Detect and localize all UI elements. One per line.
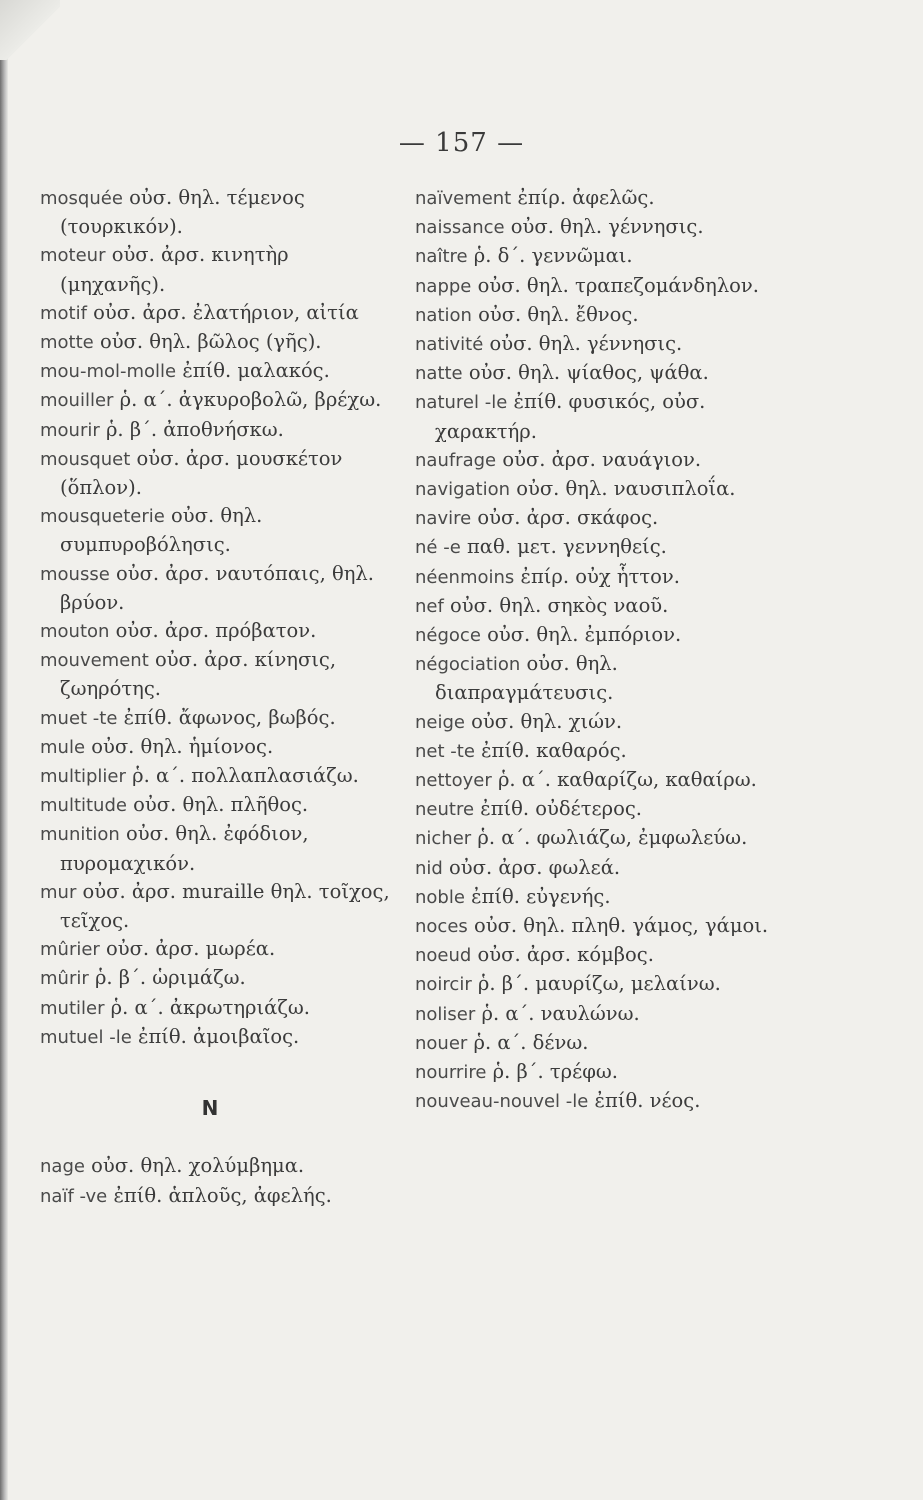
entry-headword: nativité (415, 334, 484, 356)
entry-gloss: οὐσ. ἀρσ. κόμβος. (471, 943, 654, 967)
dictionary-entry (40, 386, 400, 415)
dictionary-entry (415, 766, 770, 795)
entry-headword: mur (40, 881, 77, 903)
entry-headword: muet -te (40, 707, 118, 729)
entry-gloss: οὐσ. θηλ. πλῆθος. (126, 793, 309, 817)
entry-headword: neutre (415, 799, 475, 821)
entry-gloss: ἐπίρ. οὐχ ἧττον. (514, 564, 680, 588)
entry-gloss: οὐσ. θηλ. τραπεζομάνδηλον. (471, 273, 759, 297)
entry-gloss: ῥ. β΄. μαυρίζω, μελαίνω. (471, 972, 721, 996)
dictionary-entry (40, 241, 400, 298)
entry-headword: négociation (415, 654, 521, 676)
entry-gloss: ἐπίθ. μαλακός. (176, 359, 330, 383)
entry-gloss: οὐσ. θηλ. ἐμπόριον. (480, 623, 682, 647)
binding-shadow (0, 0, 8, 1500)
entry-gloss: ῥ. β΄. τρέφω. (486, 1060, 618, 1084)
dictionary-entry (415, 563, 770, 592)
entry-headword: multitude (40, 795, 127, 817)
entry-gloss: οὐσ. θηλ. ψίαθος, ψάθα. (462, 361, 709, 385)
entry-gloss: οὐσ. θηλ. γέννησις. (483, 332, 683, 356)
dictionary-entry (40, 184, 400, 241)
entry-headword: natte (415, 363, 463, 385)
entry-headword: nourrire (415, 1062, 487, 1084)
entry-headword: nappe (415, 275, 472, 297)
entry-headword: nid (415, 857, 443, 879)
entry-gloss: οὐσ. θηλ. ἡμίονος. (85, 734, 274, 758)
entry-gloss: οὐσ. ἀρσ. muraille θηλ. τοῖχος, τεῖχος. (60, 879, 390, 933)
entry-headword: noircir (415, 974, 472, 996)
entry-gloss: οὐσ. θηλ. χιών. (464, 709, 623, 733)
entry-headword: noces (415, 916, 468, 938)
entry-gloss: ἐπίθ. εὐγενής. (464, 884, 611, 908)
entry-headword: nouveau-nouvel -le (415, 1091, 589, 1113)
left-entries-m (40, 184, 400, 1052)
page-number: — 157 — (398, 128, 525, 158)
entry-headword: nage (40, 1156, 85, 1178)
dictionary-entry (415, 272, 770, 301)
dictionary-entry (415, 708, 770, 737)
entry-gloss: οὐσ. θηλ. χολύμβημα. (84, 1154, 305, 1178)
entry-headword: mouvement (40, 650, 149, 672)
entry-headword: naître (415, 246, 468, 268)
entry-headword: neige (415, 711, 465, 733)
section-letter: N (201, 1096, 219, 1121)
entry-headword: moteur (40, 245, 106, 267)
dictionary-entry (40, 733, 400, 762)
left-entries-n (40, 1152, 400, 1210)
entry-gloss: ῥ. α΄. δένω. (467, 1030, 589, 1054)
dictionary-entry (415, 213, 770, 242)
entry-headword: mûrir (40, 968, 89, 990)
dictionary-entry (40, 502, 400, 559)
entry-gloss: ῥ. α΄. πολλαπλασιάζω. (125, 764, 359, 788)
entry-gloss: ῥ. α΄. φωλιάζω, ἐμφωλεύω. (471, 826, 748, 850)
entry-gloss: οὐσ. θηλ. τέμενος (τουρκικόν). (60, 186, 305, 239)
left-column (40, 184, 400, 1211)
entry-gloss: οὐσ. θηλ. συμπυροβόλησις. (60, 504, 263, 557)
entry-headword: né -e (415, 537, 461, 559)
entry-gloss: οὐσ. ἀρσ. ναυτόπαις, θηλ. βρύον. (60, 561, 374, 614)
entry-gloss: οὐσ. θηλ. ναυσιπλοΐα. (510, 477, 736, 501)
entry-gloss: οὐσ. θηλ. ἔθνος. (471, 302, 639, 326)
dictionary-entry (415, 795, 770, 824)
entry-gloss: οὐσ. ἀρσ. πρόβατον. (109, 619, 317, 643)
entry-gloss: οὐσ. θηλ. γέννησις. (504, 215, 704, 239)
right-entries (415, 184, 770, 1117)
entry-gloss: οὐσ. ἀρσ. κίνησις, ζωηρότης. (60, 648, 337, 701)
dictionary-entry (40, 299, 400, 328)
entry-gloss: οὐσ. θηλ. βῶλος (γῆς). (93, 330, 322, 354)
dictionary-entry (415, 533, 770, 562)
entry-headword: mutuel -le (40, 1026, 132, 1048)
entry-headword: naïvement (415, 188, 512, 209)
entry-headword: mule (40, 736, 86, 758)
dictionary-entry (415, 388, 770, 445)
entry-gloss: οὐσ. ἀρσ. φωλεά. (442, 855, 621, 879)
dictionary-entry (415, 184, 770, 213)
dictionary-entry (415, 1087, 770, 1116)
entry-headword: mourir (40, 419, 100, 441)
entry-headword: mou-mol-molle (40, 361, 177, 383)
dictionary-entry (415, 446, 770, 475)
entry-headword: munition (40, 824, 120, 846)
entry-headword: naïf -ve (40, 1185, 108, 1207)
dictionary-entry (415, 1000, 770, 1029)
entry-gloss: ῥ. δ΄. γεννῶμαι. (467, 244, 633, 268)
dictionary-entry (40, 994, 400, 1023)
entry-gloss: οὐσ. ἀρσ. ναυάγιον. (496, 447, 702, 471)
entry-headword: navigation (415, 479, 511, 501)
entry-gloss: οὐσ. ἀρσ. κινητὴρ (μηχανῆς). (60, 243, 289, 296)
entry-gloss: ἐπίθ. οὐδέτερος. (474, 797, 642, 821)
entry-headword: mouton (40, 621, 110, 643)
entry-gloss: ἐπίθ. φυσικός, οὐσ. χαρακτήρ. (435, 390, 706, 443)
dictionary-entry (415, 824, 770, 853)
entry-gloss: ῥ. α΄. ἀκρωτηριάζω. (104, 995, 310, 1019)
dictionary-entry (40, 820, 400, 877)
entry-headword: nation (415, 304, 472, 326)
entry-gloss: ῥ. β΄. ἀποθνήσκω. (99, 417, 284, 441)
entry-headword: net -te (415, 740, 475, 762)
dictionary-entry (415, 621, 770, 650)
dictionary-entry (40, 878, 400, 935)
dictionary-entry (415, 330, 770, 359)
entry-headword: mousse (40, 563, 110, 585)
dictionary-entry (40, 762, 400, 791)
dictionary-entry (40, 357, 400, 386)
dictionary-entry (40, 704, 400, 733)
dictionary-entry (415, 854, 770, 883)
entry-gloss: οὐσ. ἀρσ. σκάφος. (471, 506, 659, 530)
dictionary-entry (40, 1152, 400, 1181)
entry-gloss: οὐσ. ἀρσ. ἐλατήριον, αἰτία (86, 300, 359, 324)
entry-gloss: ῥ. α΄. ἀγκυροβολῶ, βρέχω. (113, 388, 382, 412)
entry-headword: mouiller (40, 390, 114, 412)
dictionary-entry (415, 242, 770, 271)
dictionary-entry (415, 941, 770, 970)
entry-gloss: ἐπίθ. ἁπλοῦς, ἀφελής. (107, 1183, 332, 1207)
dictionary-entry (40, 328, 400, 357)
entry-headword: multiplier (40, 766, 126, 788)
entry-headword: mosquée (40, 188, 123, 209)
entry-headword: noliser (415, 1003, 476, 1025)
dictionary-entry (40, 1023, 400, 1052)
entry-headword: nicher (415, 828, 472, 850)
dictionary-entry (415, 1058, 770, 1087)
entry-gloss: οὐσ. θηλ. σηκὸς ναοῦ. (443, 593, 669, 617)
dictionary-entry (40, 560, 400, 617)
right-column (415, 184, 770, 1117)
entry-headword: nef (415, 595, 444, 617)
entry-headword: naissance (415, 217, 505, 239)
entry-gloss: οὐσ. ἀρσ. μουσκέτον (ὅπλον). (60, 446, 343, 500)
entry-headword: motte (40, 332, 94, 354)
page-corner-fold (0, 0, 60, 60)
entry-gloss: ἐπίθ. νέος. (588, 1089, 701, 1113)
entry-gloss: παθ. μετ. γεννηθείς. (460, 535, 667, 559)
dictionary-entry (415, 592, 770, 621)
dictionary-entry (40, 935, 400, 964)
dictionary-entry (40, 617, 400, 646)
entry-gloss: ῥ. α΄. ναυλώνω. (475, 1001, 640, 1025)
dictionary-entry (40, 1182, 400, 1211)
dictionary-entry (415, 504, 770, 533)
entry-gloss: οὐσ. θηλ. ἐφόδιον, πυρομαχικόν. (60, 822, 309, 875)
entry-headword: nouer (415, 1032, 468, 1054)
dictionary-entry (415, 359, 770, 388)
entry-gloss: ἐπίθ. καθαρός. (474, 738, 627, 762)
entry-gloss: ἐπίθ. ἄφωνος, βωβός. (117, 705, 336, 729)
entry-headword: mousqueterie (40, 506, 165, 528)
dictionary-entry (415, 970, 770, 999)
dictionary-entry (40, 416, 400, 445)
entry-headword: motif (40, 302, 87, 324)
entry-gloss: οὐσ. θηλ. πληθ. γάμος, γάμοι. (467, 914, 769, 938)
entry-headword: navire (415, 508, 472, 530)
dictionary-entry (415, 737, 770, 766)
entry-gloss: οὐσ. ἀρσ. μωρέα. (99, 937, 276, 961)
entry-headword: nettoyer (415, 770, 492, 792)
entry-headword: mousquet (40, 448, 131, 470)
dictionary-entry (40, 964, 400, 993)
entry-gloss: ἐπίρ. ἀφελῶς. (511, 186, 655, 209)
entry-gloss: ῥ. β΄. ὡριμάζω. (88, 966, 246, 990)
entry-headword: noeud (415, 945, 472, 967)
dictionary-entry (415, 883, 770, 912)
dictionary-entry (415, 912, 770, 941)
entry-gloss: οὐσ. θηλ. διαπραγμάτευσις. (435, 652, 618, 705)
dictionary-entry (40, 445, 400, 502)
entry-gloss: ἐπίθ. ἀμοιβαῖος. (131, 1024, 300, 1048)
dictionary-entry (40, 791, 400, 820)
dictionary-entry (415, 475, 770, 504)
entry-headword: négoce (415, 625, 481, 647)
entry-headword: mûrier (40, 939, 100, 961)
dictionary-entry (415, 301, 770, 330)
entry-headword: mutiler (40, 997, 105, 1019)
dictionary-entry (40, 646, 400, 703)
entry-headword: naturel -le (415, 392, 508, 414)
entry-headword: naufrage (415, 449, 497, 471)
dictionary-entry (415, 1029, 770, 1058)
entry-headword: noble (415, 886, 465, 908)
dictionary-entry (415, 650, 770, 707)
entry-gloss: ῥ. α΄. καθαρίζω, καθαίρω. (491, 768, 757, 792)
entry-headword: néenmoins (415, 566, 515, 588)
